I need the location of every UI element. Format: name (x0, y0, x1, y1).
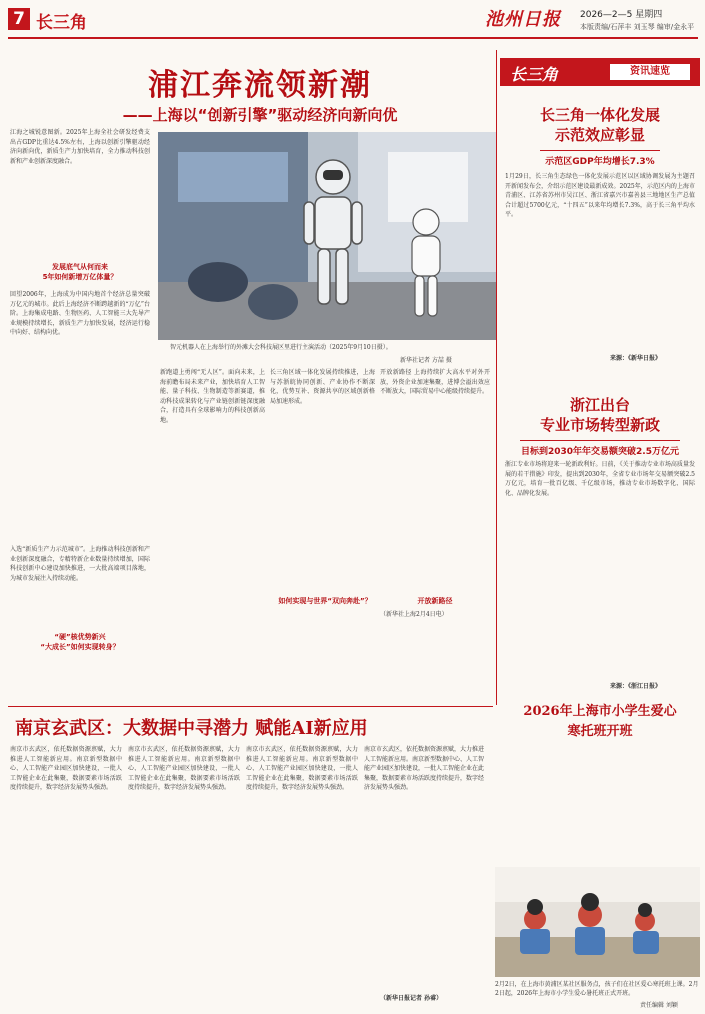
main-headline: 浦江奔流领新潮 (148, 68, 372, 103)
article-column-4: 开放新路径 上海持续扩大高水平对外开放，外资企业加速集聚，进博会溢出效应不断放大，国际贸易中心能级持续提升。 (380, 369, 490, 396)
photo-caption: 智元机器人在上海举行的外滩大会科技展区里进行主演活动（2025年9月10日摄）。 (170, 344, 392, 351)
article-subheading-2: “硬”核优势新兴 “大成长”如何实现转身？ (40, 633, 120, 651)
article-column-1c: 入选“新质生产力示范城市”。上海推动科技创新和产业创新深度融合，专精特新企业数量持续增加，国际科技创新中心建设加快推进，一大批高端项目落地，为城市发展注入持续动能。 (10, 546, 150, 582)
story1-body: 1月29日，长三角生态绿色一体化发展示范区以区域协调发展为主题召开新闻发布会，介绍示范区建设最新成效。2025年，示范区内的上海市青浦区、江苏省苏州市吴江区、浙江省嘉兴市嘉善县三地地区生产总值合计超过5700亿元，“十四五”以来年均增长7.3%，高于长三角平均水平。 (505, 173, 695, 219)
page-header (0, 0, 705, 40)
story1-subtitle: 示范区GDP年均增长7.3% (545, 157, 655, 167)
story3-title: 2026年上海市小学生爱心 寒托班开班 (523, 704, 677, 739)
issue-date: 2026—2—5 星期四 (580, 10, 663, 20)
masthead-logo: 池州日报 (485, 9, 561, 30)
bottom-section-rule (8, 706, 493, 707)
article-subheading-3: 如何实现与世界“双向奔赴”？ (278, 597, 372, 605)
article-column-2: 新跑道上勇闯“无人区”。面向未来，上海前瞻布局未来产业，加快培育人工智能、量子科技、生物制造等新赛道，推动科技成果转化与产业链创新链深度融合，打造具有全球影响力的科技创新高地。 (160, 369, 265, 424)
story1-rule (540, 150, 660, 151)
sidebar-brand: 长三角 (510, 65, 559, 84)
bottom-column-4: 南京市玄武区，依托数据资源禀赋，大力推进人工智能新应用。南京新型数据中心、人工智能产业园区加快建设，一批人工智能企业在此集聚，数据要素市场活跃度持续提升，数字经济发展势头强劲。 (364, 746, 484, 792)
article-source: （新华社上海2月4日电） (380, 611, 448, 618)
story2-source: 来源：《浙江日报》 (610, 683, 662, 690)
kids-caption: 2月2日，在上海市黄浦区某社区服务点，孩子们在社区爱心寒托班上课。2月2日起，2026年上海市小学生爱心暑托班正式开班。 (495, 981, 699, 997)
robot-photo (158, 132, 496, 340)
editor-credit: 责任编辑 刘颖 (640, 1002, 678, 1009)
sidebar-badge: 资讯速览 (610, 64, 690, 80)
page-number: 7 (8, 8, 30, 30)
story2-body: 浙江专业市场将迎来一轮新政利好。日前，《关于推动专业市场高质量发展的若干措施》印发，提出到2030年，全省专业市场年交易额突破2.5万亿元，培育一批百亿级、千亿级市场，推动专业市场数字化、国际化、品牌化发展。 (505, 461, 695, 497)
bottom-headline: 南京玄武区：大数据中寻潜力 赋能AI新应用 (15, 718, 368, 739)
article-subheading-1: 发展底气从何而来 5年如何新增万亿体量？ (42, 263, 118, 281)
story1-source: 来源：《新华日报》 (610, 355, 662, 362)
story2-subtitle: 目标到2030年年交易额突破2.5万亿元 (521, 447, 679, 457)
header-rule (8, 37, 698, 39)
article-subheading-4: 开放新路径 (417, 597, 453, 605)
editor-line: 本版责编/石萍丰 刘玉琴 编审/金永平 (580, 23, 695, 31)
article-column-3: 长三角区域一体化发展持续推进，上海与苏浙皖协同创新、产业协作不断深化，优势互补、资源共享的区域创新格局加速形成。 (270, 369, 375, 405)
story2-rule (520, 440, 680, 441)
bottom-column-3: 南京市玄武区，依托数据资源禀赋，大力推进人工智能新应用。南京新型数据中心、人工智能产业园区加快建设，一批人工智能企业在此集聚，数据要素市场活跃度持续提升，数字经济发展势头强劲。 (246, 746, 358, 792)
bottom-column-2: 南京市玄武区，依托数据资源禀赋，大力推进人工智能新应用。南京新型数据中心、人工智能产业园区加快建设，一批人工智能企业在此集聚，数据要素市场活跃度持续提升，数字经济发展势头强劲。 (128, 746, 240, 792)
kids-photo (495, 867, 700, 977)
photo-credit: 新华社记者 方喆 摄 (400, 357, 452, 364)
article-column-1: 江海之城锐意图新。2025年上海全社会研发经费支出占GDP比重达4.5%左右，上海以创新引擎驱动经济向新向优，新质生产力加快培育，全力推动科技创新和产业创新深度融合。 (10, 129, 150, 165)
bottom-source: （新华日报记者 孙睿） (380, 995, 443, 1002)
story2-title: 浙江出台 专业市场转型新政 (539, 396, 660, 434)
main-subheadline: ——上海以“创新引擎”驱动经济向新向优 (122, 106, 398, 124)
article-column-1b: 回望2006年，上海成为中国内地首个经济总量突破万亿元的城市。此后上海经济不断跨越新的“万亿”台阶。上海集成电路、生物医药、人工智能三大先导产业规模持续增长，新质生产力加快发展，经济运行稳中向好、结构向优。 (10, 291, 150, 337)
story1-title: 长三角一体化发展 示范效应彰显 (539, 106, 660, 144)
section-title: 长三角 (36, 13, 87, 33)
sidebar-divider (496, 50, 497, 705)
bottom-column-1: 南京市玄武区，依托数据资源禀赋，大力推进人工智能新应用。南京新型数据中心、人工智能产业园区加快建设，一批人工智能企业在此集聚，数据要素市场活跃度持续提升，数字经济发展势头强劲。 (10, 746, 122, 792)
